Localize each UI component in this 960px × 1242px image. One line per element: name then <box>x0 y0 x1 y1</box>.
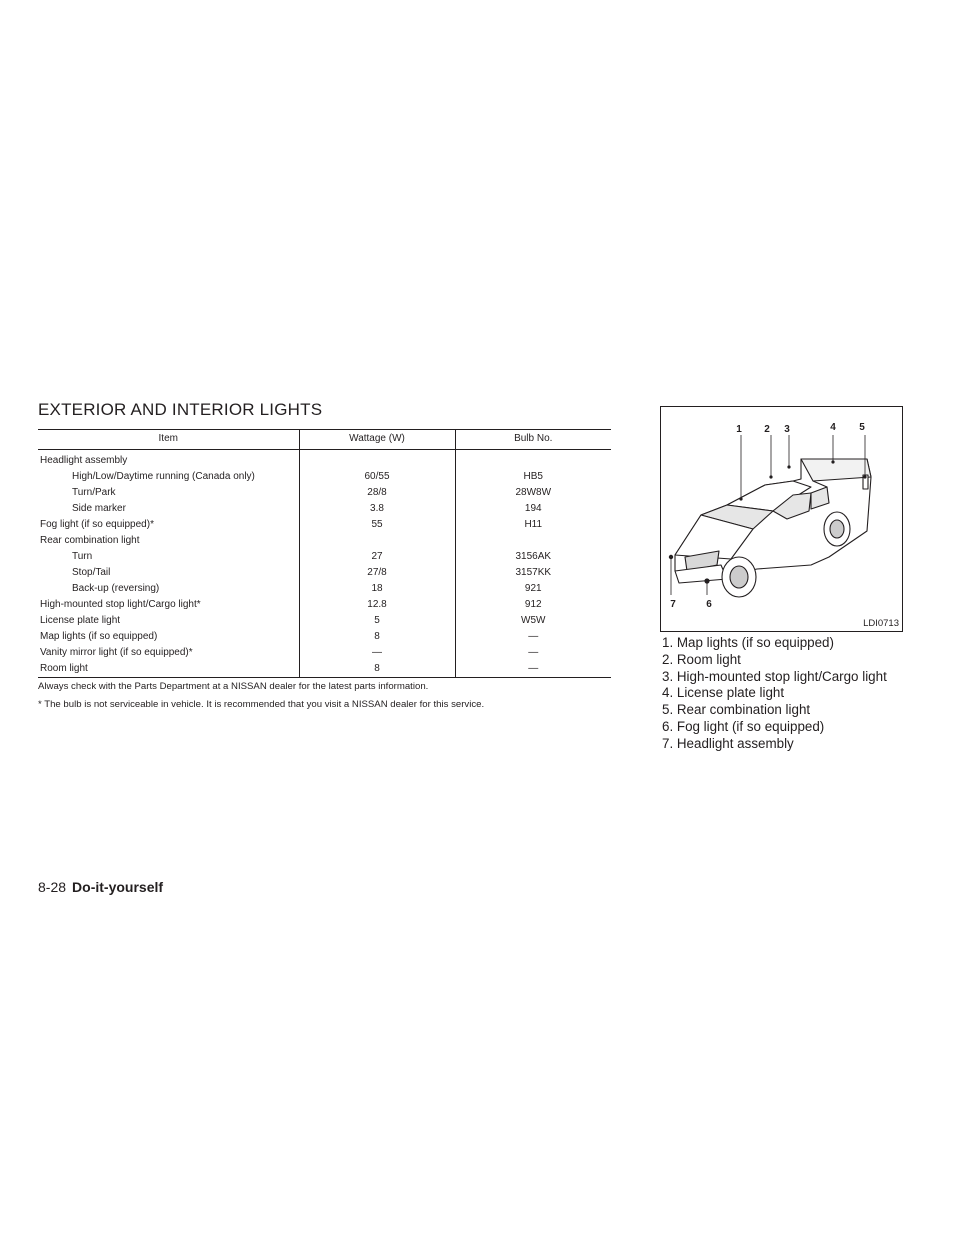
legend-item: 3. High-mounted stop light/Cargo light <box>662 668 887 684</box>
cell-item: Headlight assembly <box>40 455 128 466</box>
table-row <box>38 450 611 470</box>
legend-item: 5. Rear combination light <box>662 702 811 718</box>
cell-item: Stop/Tail <box>72 567 111 578</box>
cell-wattage: 3.8 <box>299 501 455 517</box>
table-row <box>38 533 611 549</box>
table-row <box>38 485 611 501</box>
legend-item: 4. License plate light <box>662 685 785 701</box>
cell-item: Turn <box>72 551 93 562</box>
legend-item: 1. Map lights (if so equipped) <box>662 635 834 650</box>
cell-wattage: 27/8 <box>299 565 455 581</box>
table-row <box>38 549 611 565</box>
table-header-row <box>38 430 611 450</box>
column-header-item: Item <box>38 430 299 450</box>
table-row <box>38 629 611 645</box>
cell-wattage: — <box>299 645 455 661</box>
cell-item: Turn/Park <box>72 487 116 498</box>
table-row <box>38 645 611 661</box>
cell-bulb-no <box>455 450 611 470</box>
callout-5: 5 <box>859 422 865 433</box>
table-body <box>38 450 611 678</box>
cell-bulb-no: 921 <box>455 581 611 597</box>
not-serviceable-note: * The bulb is not serviceable in vehicle. It is recommended that you visit a NISSAN dealer for this service. <box>38 699 485 710</box>
callout-4: 4 <box>830 422 836 433</box>
table-row <box>38 565 611 581</box>
legend-item: 2. Room light <box>662 651 741 667</box>
cell-bulb-no <box>455 533 611 549</box>
cell-wattage: 60/55 <box>299 469 455 485</box>
cell-bulb-no: 912 <box>455 597 611 613</box>
cell-item: High-mounted stop light/Cargo light* <box>40 599 201 610</box>
cell-bulb-no: 3156AK <box>455 549 611 565</box>
table-row <box>38 661 611 678</box>
callout-1: 1 <box>736 424 742 435</box>
table-row <box>38 581 611 597</box>
cell-item: Side marker <box>72 503 126 514</box>
cell-item: License plate light <box>40 615 121 626</box>
cell-item: Fog light (if so equipped)* <box>40 519 154 530</box>
table-row <box>38 469 611 485</box>
cell-item: High/Low/Daytime running (Canada only) <box>72 471 255 482</box>
table-row <box>38 597 611 613</box>
table-row <box>38 501 611 517</box>
cell-bulb-no: — <box>455 661 611 678</box>
bulb-spec-table <box>38 429 611 678</box>
page-number: 8-28 <box>38 879 67 895</box>
table-row <box>38 517 611 533</box>
cell-item: Room light <box>40 663 88 674</box>
footer-section-title: Do-it-yourself <box>72 879 164 895</box>
cell-wattage <box>299 533 455 549</box>
truck-light-locations-figure <box>660 406 903 632</box>
legend-item: 6. Fog light (if so equipped) <box>662 718 825 734</box>
column-header-bulb-no: Bulb No. <box>455 430 611 450</box>
parts-note: Always check with the Parts Department at a NISSAN dealer for the latest parts information. <box>38 681 429 692</box>
cell-bulb-no: — <box>455 629 611 645</box>
table-row <box>38 613 611 629</box>
cell-wattage: 5 <box>299 613 455 629</box>
truck-illustration <box>661 407 904 633</box>
cell-bulb-no: 28W8W <box>455 485 611 501</box>
cell-bulb-no: — <box>455 645 611 661</box>
cell-wattage: 18 <box>299 581 455 597</box>
cell-wattage: 55 <box>299 517 455 533</box>
callout-3: 3 <box>784 424 790 435</box>
cell-bulb-no: HB5 <box>455 469 611 485</box>
cell-wattage: 12.8 <box>299 597 455 613</box>
callout-2: 2 <box>764 424 770 435</box>
cell-bulb-no: 194 <box>455 501 611 517</box>
column-header-wattage: Wattage (W) <box>299 430 455 450</box>
cell-wattage: 8 <box>299 661 455 678</box>
cell-item: Rear combination light <box>40 535 140 546</box>
cell-wattage: 27 <box>299 549 455 565</box>
page-footer <box>38 879 163 895</box>
section-title: EXTERIOR AND INTERIOR LIGHTS <box>38 400 323 419</box>
cell-bulb-no: 3157KK <box>455 565 611 581</box>
cell-wattage: 8 <box>299 629 455 645</box>
cell-bulb-no: H11 <box>455 517 611 533</box>
cell-item: Back-up (reversing) <box>72 583 160 594</box>
callout-legend <box>662 635 887 753</box>
cell-item: Vanity mirror light (if so equipped)* <box>40 647 193 658</box>
figure-code: LDI0713 <box>863 618 899 629</box>
legend-item: 7. Headlight assembly <box>662 735 794 751</box>
cell-wattage: 28/8 <box>299 485 455 501</box>
cell-wattage <box>299 450 455 470</box>
callout-7: 7 <box>670 599 676 610</box>
cell-bulb-no: W5W <box>455 613 611 629</box>
cargo-bed <box>801 459 871 481</box>
callout-6: 6 <box>706 599 712 610</box>
cell-item: Map lights (if so equipped) <box>40 631 158 642</box>
